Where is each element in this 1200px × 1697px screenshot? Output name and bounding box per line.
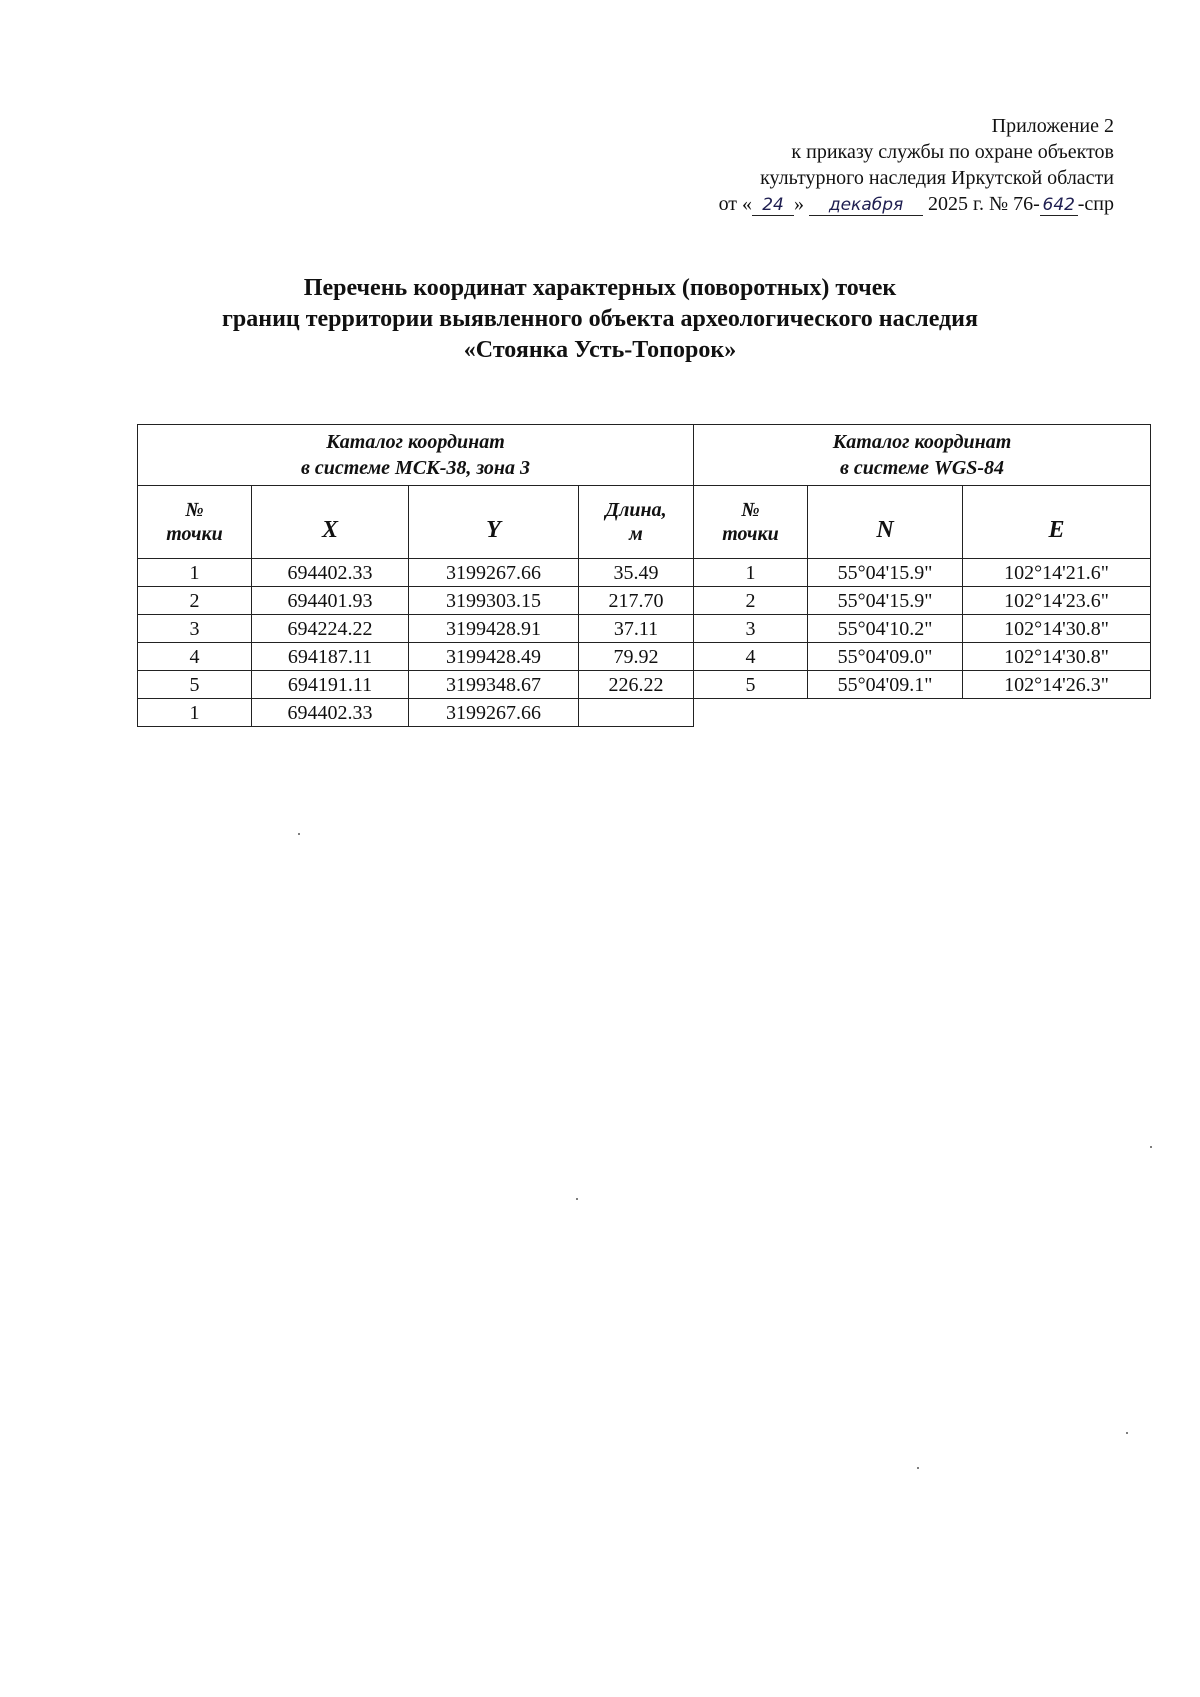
msk-coordinates-table <box>137 424 694 727</box>
msk-col-point-line-1: № <box>185 499 204 521</box>
table-row <box>694 643 1151 671</box>
msk-col-point <box>138 486 252 559</box>
scan-speck <box>1126 1432 1128 1434</box>
date-prefix: от « <box>718 193 753 215</box>
wgs-cell-n: 55°04'15.9" <box>808 587 963 615</box>
msk-caption <box>138 425 694 486</box>
table-row <box>138 615 694 643</box>
table-row <box>138 587 694 615</box>
msk-cell-point: 3 <box>138 615 252 643</box>
title-line-2: границ территории выявленного объекта археологического наследия <box>222 306 978 332</box>
wgs-cell-n: 55°04'09.0" <box>808 643 963 671</box>
msk-col-point-line-2: точки <box>166 523 223 545</box>
wgs-cell-point: 4 <box>694 643 808 671</box>
msk-cell-length: 79.92 <box>579 643 694 671</box>
table-row <box>694 615 1151 643</box>
wgs-cell-point: 1 <box>694 559 808 587</box>
attachment-date-line <box>719 191 1114 217</box>
attachment-header <box>719 113 1114 217</box>
handwritten-day: 24 <box>752 195 794 216</box>
msk-caption-line-1: Каталог координат <box>326 431 505 453</box>
wgs-column-header-row <box>694 486 1151 559</box>
msk-cell-x: 694402.33 <box>252 699 409 727</box>
handwritten-month: декабря <box>809 195 923 216</box>
attachment-order-ref: к приказу службы по охране объектов <box>791 141 1114 163</box>
table-row <box>138 559 694 587</box>
msk-cell-x: 694187.11 <box>252 643 409 671</box>
scan-speck <box>576 1198 578 1200</box>
wgs-cell-e: 102°14'23.6" <box>963 587 1151 615</box>
msk-cell-length <box>579 699 694 727</box>
wgs-col-e: E <box>963 486 1151 559</box>
msk-cell-point: 4 <box>138 643 252 671</box>
handwritten-order-number: 642 <box>1040 195 1078 216</box>
msk-cell-length: 35.49 <box>579 559 694 587</box>
wgs-cell-point: 3 <box>694 615 808 643</box>
msk-column-header-row <box>138 486 694 559</box>
msk-col-length-line-2: м <box>629 523 643 545</box>
wgs-cell-point: 2 <box>694 587 808 615</box>
wgs-cell-e: 102°14'26.3" <box>963 671 1151 699</box>
msk-caption-line-2: в системе МСК-38, зона 3 <box>300 457 531 479</box>
attachment-authority: культурного наследия Иркутской области <box>760 167 1114 189</box>
msk-cell-length: 37.11 <box>579 615 694 643</box>
table-row <box>138 699 694 727</box>
wgs-col-point <box>694 486 808 559</box>
msk-col-y: Y <box>409 486 579 559</box>
msk-cell-length: 217.70 <box>579 587 694 615</box>
wgs-col-n: N <box>808 486 963 559</box>
title-line-3: «Стоянка Усть-Топорок» <box>463 337 737 363</box>
wgs-coordinates-table <box>693 424 1151 699</box>
msk-cell-x: 694191.11 <box>252 671 409 699</box>
date-year: 2025 г. № 76- <box>928 193 1040 215</box>
table-row <box>138 643 694 671</box>
wgs-cell-n: 55°04'09.1" <box>808 671 963 699</box>
table-row <box>694 559 1151 587</box>
scan-speck <box>917 1467 919 1469</box>
order-suffix: -спр <box>1077 193 1114 215</box>
msk-cell-y: 3199428.49 <box>409 643 579 671</box>
wgs-col-point-line-1: № <box>741 499 760 521</box>
msk-caption-row <box>138 425 694 486</box>
wgs-cell-point: 5 <box>694 671 808 699</box>
document-title <box>0 273 1200 366</box>
wgs-col-point-line-2: точки <box>722 523 779 545</box>
msk-cell-x: 694224.22 <box>252 615 409 643</box>
wgs-caption-line-2: в системе WGS-84 <box>839 457 1005 479</box>
wgs-caption <box>694 425 1151 486</box>
table-row <box>138 671 694 699</box>
msk-cell-y: 3199267.66 <box>409 699 579 727</box>
msk-col-length-line-1: Длина, <box>605 499 667 521</box>
msk-col-length <box>579 486 694 559</box>
msk-cell-x: 694402.33 <box>252 559 409 587</box>
wgs-caption-line-1: Каталог координат <box>832 431 1012 453</box>
wgs-caption-row <box>694 425 1151 486</box>
date-mid: » <box>794 193 805 215</box>
msk-cell-y: 3199428.91 <box>409 615 579 643</box>
msk-col-x: X <box>252 486 409 559</box>
msk-cell-y: 3199348.67 <box>409 671 579 699</box>
wgs-cell-e: 102°14'21.6" <box>963 559 1151 587</box>
msk-cell-point: 5 <box>138 671 252 699</box>
msk-cell-point: 2 <box>138 587 252 615</box>
msk-cell-x: 694401.93 <box>252 587 409 615</box>
msk-cell-y: 3199267.66 <box>409 559 579 587</box>
msk-cell-point: 1 <box>138 699 252 727</box>
table-row <box>694 671 1151 699</box>
scan-speck <box>298 833 300 835</box>
wgs-cell-n: 55°04'15.9" <box>808 559 963 587</box>
title-line-1: Перечень координат характерных (поворотных) точек <box>303 275 897 301</box>
scan-speck <box>1150 1146 1152 1148</box>
table-row <box>694 587 1151 615</box>
wgs-cell-n: 55°04'10.2" <box>808 615 963 643</box>
attachment-number: Приложение 2 <box>991 115 1114 137</box>
wgs-cell-e: 102°14'30.8" <box>963 615 1151 643</box>
msk-cell-point: 1 <box>138 559 252 587</box>
msk-cell-y: 3199303.15 <box>409 587 579 615</box>
wgs-cell-e: 102°14'30.8" <box>963 643 1151 671</box>
msk-cell-length: 226.22 <box>579 671 694 699</box>
